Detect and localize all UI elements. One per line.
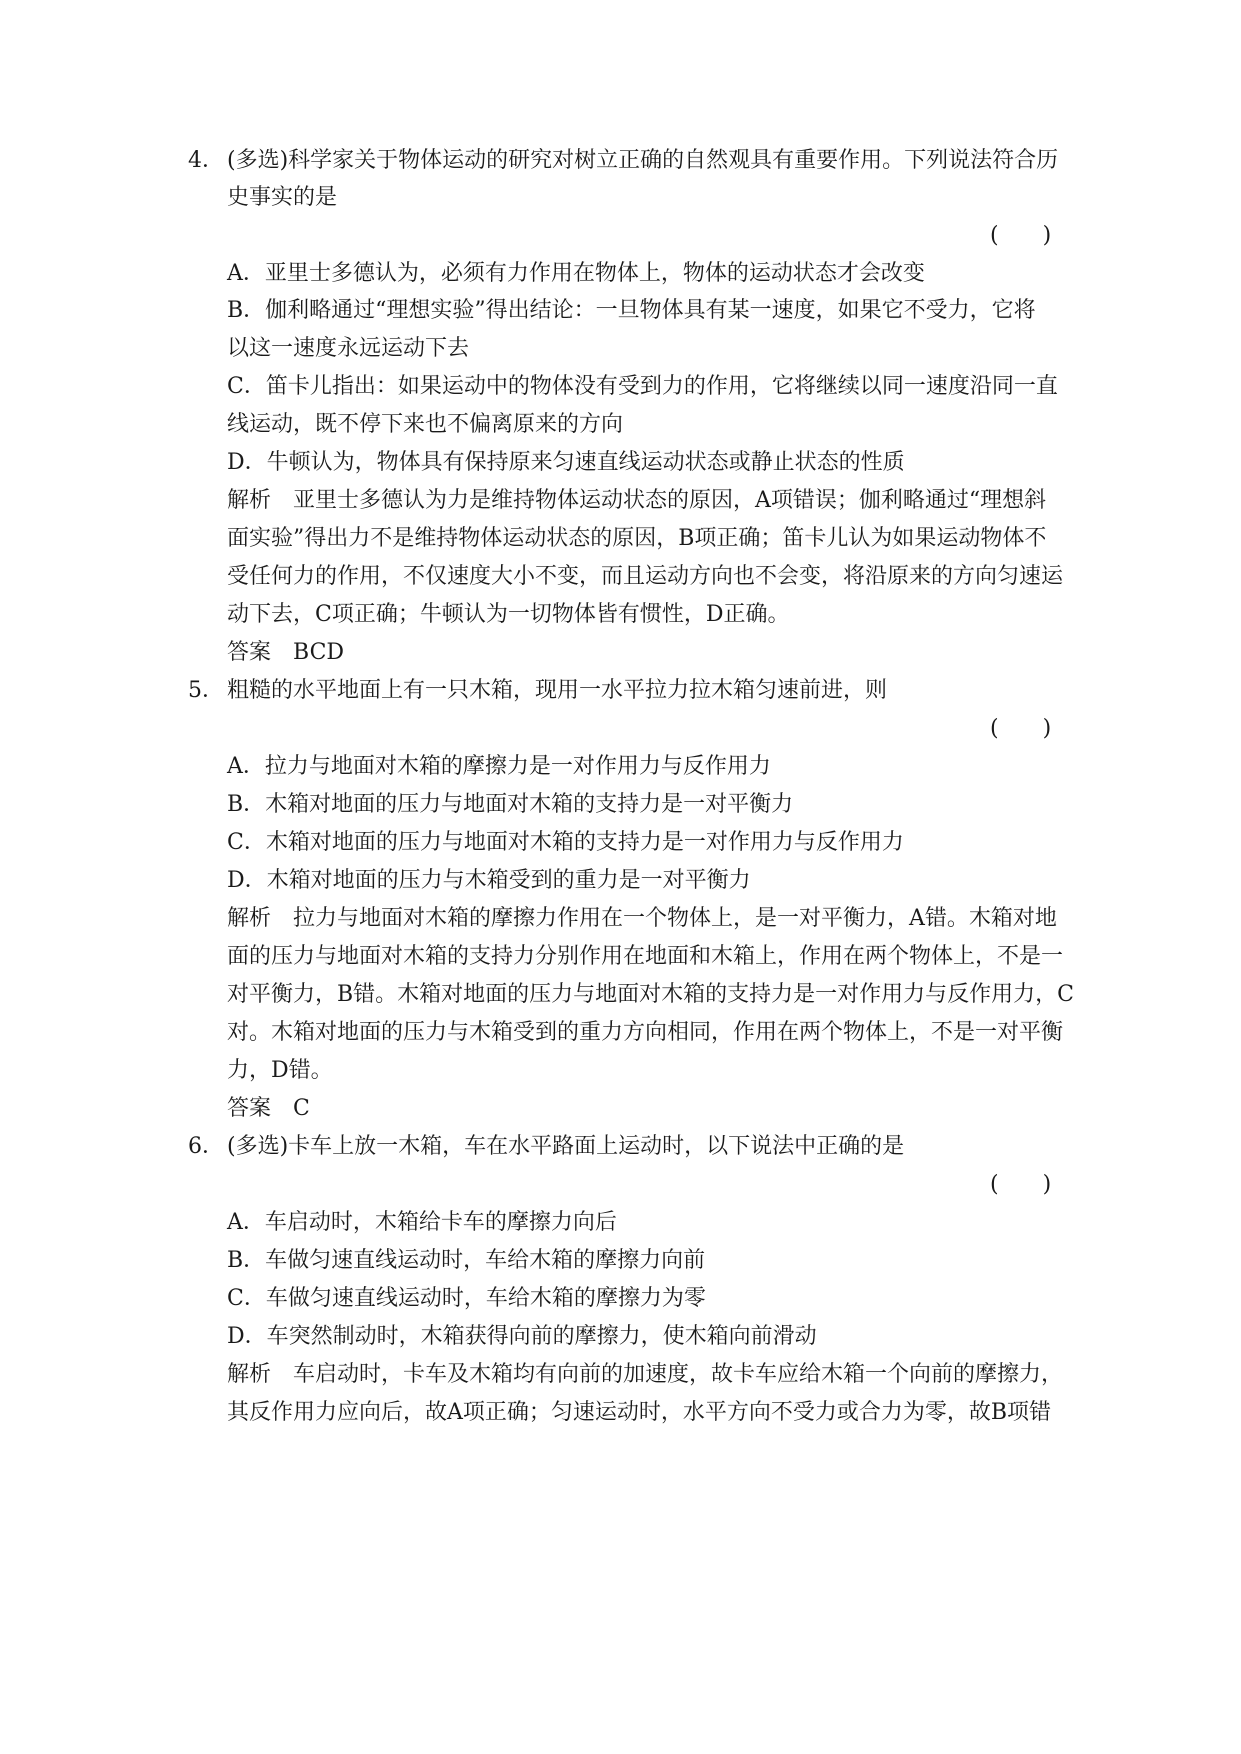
question-4-number: 4．: [188, 148, 224, 173]
question-6-stem-line-1: (多选)卡车上放一木箱，车在水平路面上运动时，以下说法中正确的是: [227, 1134, 905, 1159]
question-4-stem-line-1: (多选)科学家关于物体运动的研究对树立正确的自然观具有重要作用。下列说法符合历: [227, 148, 1059, 173]
question-4-analysis-line-2: 面实验”得出力不是维持物体运动状态的原因，B项正确；笛卡儿认为如果运动物体不: [227, 526, 1047, 551]
question-6-option-b: B．车做匀速直线运动时，车给木箱的摩擦力向前: [227, 1248, 706, 1273]
question-5-option-a: A．拉力与地面对木箱的摩擦力是一对作用力与反作用力: [227, 754, 771, 779]
question-5-option-d: D．木箱对地面的压力与木箱受到的重力是一对平衡力: [227, 868, 751, 893]
question-4-stem-line-2: 史事实的是: [227, 185, 338, 210]
question-6-option-d: D．车突然制动时，木箱获得向前的摩擦力，使木箱向前滑动: [227, 1324, 817, 1349]
question-5-answer-bracket: ( ): [990, 716, 1052, 741]
question-5-stem-line-1: 粗糙的水平地面上有一只木箱，现用一水平拉力拉木箱匀速前进，则: [227, 678, 888, 703]
question-4-option-b-line-2: 以这一速度永远运动下去: [227, 336, 470, 361]
question-5-analysis-line-1: 解析 拉力与地面对木箱的摩擦力作用在一个物体上，是一对平衡力，A错。木箱对地: [227, 906, 1057, 931]
question-4-answer-bracket: ( ): [990, 223, 1052, 248]
question-5-analysis-line-5: 力，D错。: [227, 1058, 333, 1083]
question-4-option-c-line-1: C．笛卡儿指出：如果运动中的物体没有受到力的作用，它将继续以同一速度沿同一直: [227, 374, 1058, 399]
question-6-analysis-line-2: 其反作用力应向后，故A项正确；匀速运动时，水平方向不受力或合力为零，故B项错: [227, 1400, 1052, 1425]
question-4-analysis-line-4: 动下去，C项正确；牛顿认为一切物体皆有惯性，D正确。: [227, 602, 790, 627]
question-4-option-b-line-1: B．伽利略通过“理想实验”得出结论：一旦物体具有某一速度，如果它不受力，它将: [227, 298, 1036, 323]
question-5-option-b: B．木箱对地面的压力与地面对木箱的支持力是一对平衡力: [227, 792, 794, 817]
question-4-option-a: A．亚里士多德认为，必须有力作用在物体上，物体的运动状态才会改变: [227, 261, 925, 286]
question-4-answer: 答案 BCD: [227, 640, 345, 665]
question-6-option-a: A．车启动时，木箱给卡车的摩擦力向后: [227, 1210, 617, 1235]
question-4-option-d: D．牛顿认为，物体具有保持原来匀速直线运动状态或静止状态的性质: [227, 450, 905, 475]
question-4-option-c-line-2: 线运动，既不停下来也不偏离原来的方向: [227, 412, 624, 437]
question-4-analysis-line-3: 受任何力的作用，不仅速度大小不变，而且运动方向也不会变，将沿原来的方向匀速运: [227, 564, 1064, 589]
question-5-analysis-line-2: 面的压力与地面对木箱的支持力分别作用在地面和木箱上，作用在两个物体上，不是一: [227, 944, 1064, 969]
question-4-analysis-line-1: 解析 亚里士多德认为力是维持物体运动状态的原因，A项错误；伽利略通过“理想斜: [227, 488, 1047, 513]
question-6-option-c: C．车做匀速直线运动时，车给木箱的摩擦力为零: [227, 1286, 706, 1311]
question-5-analysis-line-4: 对。木箱对地面的压力与木箱受到的重力方向相同，作用在两个物体上，不是一对平衡: [227, 1020, 1064, 1045]
question-5-answer: 答案 C: [227, 1096, 310, 1121]
question-5-analysis-line-3: 对平衡力，B错。木箱对地面的压力与地面对木箱的支持力是一对作用力与反作用力，C: [227, 982, 1075, 1007]
question-6-number: 6．: [188, 1134, 224, 1159]
question-6-answer-bracket: ( ): [990, 1172, 1052, 1197]
question-5-option-c: C．木箱对地面的压力与地面对木箱的支持力是一对作用力与反作用力: [227, 830, 904, 855]
question-5-number: 5．: [188, 678, 224, 703]
question-6-analysis-line-1: 解析 车启动时，卡车及木箱均有向前的加速度，故卡车应给木箱一个向前的摩擦力，: [227, 1362, 1064, 1387]
